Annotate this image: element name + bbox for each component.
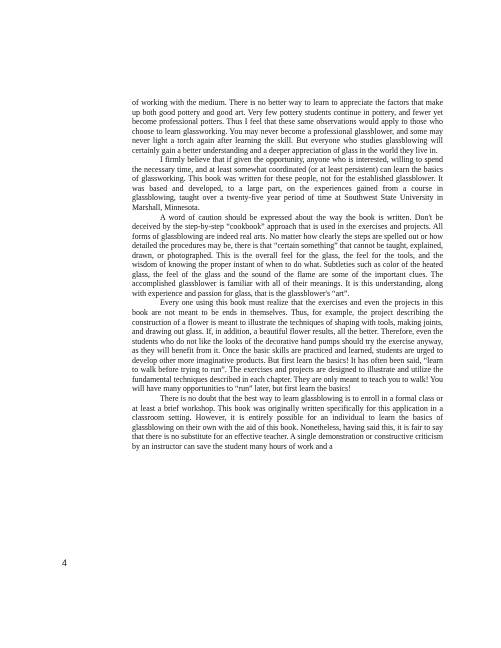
paragraph-3: A word of caution should be expressed about the way the book is written. Don't be deceived by the step-by-step “cookbook” approach that is used in the exercises and projects. All forms of glassblowing are indeed real arts. No matter how clearly the steps are spelled out or how detailed the procedures may be, there is that “certain something” that cannot be taught, explained, drawn, or photographed. This is the overall feel for the glass, the feel for the tools, and the wisdom of knowing the proper instant of when to do what. Subtleties such as color of the heated glass, the feel of the glass and the sound of the flame are some of the important clues. The accomplished glassblower is familiar with all of their meanings. It is this understanding, along with experience and passion for glass, that is the glassblower's “art”.	[132, 212, 443, 298]
paragraph-5: There is no doubt that the best way to learn glassblowing is to enroll in a formal class or at least a brief workshop. This book was originally written specifically for this application in a classroom setting. However, it is entirely possible for an individual to learn the basics of glassblowing on their own with the aid of this book. Nonetheless, having said this, it is fair to say that there is no substitute for an effective teacher. A single demonstration or constructive criticism by an instructor can save the student many hours of work and a	[132, 393, 443, 451]
body-text	[132, 98, 443, 451]
paragraph-4: Every one using this book must realize that the exercises and even the projects in this book are not meant to be ends in themselves. Thus, for example, the project describing the construction of a flower is meant to illustrate the techniques of shaping with tools, making joints, and drawing out glass. If, in addition, a beautiful flower results, all the better. Therefore, even the students who do not like the looks of the decorative hand pumps should try the exercise anyway, as they will benefit from it. Once the basic skills are practiced and learned, students are urged to develop other more imaginative products. But first learn the basics! It has often been said, “learn to walk before trying to run”. The exercises and projects are designed to illustrate and utilize the fundamental techniques described in each chapter. They are only meant to teach you to walk! You will have many opportunities to “run” later, but first learn the basics!	[132, 298, 443, 394]
paragraph-2: I firmly believe that if given the opportunity, anyone who is interested, willing to spend the necessary time, and at least somewhat coordinated (or at least persistent) can learn the basics of glassworking. This book was written for these people, not for the established glassblower. It was based and developed, to a large part, on the experiences gained from a course in glassblowing, taught over a twenty-five year period of time at Southwest State University in Marshall, Minnesota.	[132, 155, 443, 213]
page-number: 4	[62, 558, 68, 568]
paragraph-1: of working with the medium. There is no better way to learn to appreciate the factors that make up both good pottery and good art. Very few pottery students continue in pottery, and fewer yet become professional potters. Thus I feel that these same observations would apply to those who choose to learn glassworking. You may never become a professional glassblower, and some may never light a torch again after learning the skill. But everyone who studies glassblowing will certainly gain a better understanding and a deeper appreciation of glass in the world they live in.	[132, 98, 443, 155]
